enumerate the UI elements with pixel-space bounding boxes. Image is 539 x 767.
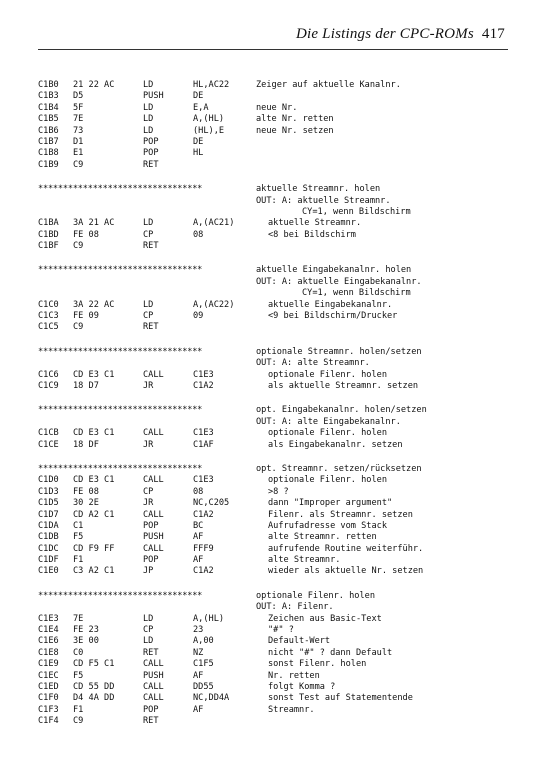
code-line (38, 510, 508, 521)
opcode-bytes: C0 (73, 647, 84, 658)
address: C1CE (38, 439, 59, 450)
address: C1E3 (38, 613, 59, 624)
address: C1BA (38, 218, 59, 229)
comment: Nr. retten (268, 670, 320, 681)
section-header-line (38, 347, 508, 358)
operand: C1E3 (193, 475, 214, 486)
comment: folgt Komma ? (268, 681, 336, 692)
comment: aufrufende Routine weiterführ. (268, 543, 424, 554)
opcode-bytes: 18 DF (73, 439, 99, 450)
comment: sonst Test auf Statementende (268, 693, 413, 704)
opcode-bytes: 7E (73, 613, 84, 624)
opcode-bytes: FE 08 (73, 229, 99, 240)
operand: A,(HL) (193, 114, 225, 125)
mnemonic: CALL (143, 509, 164, 520)
section-header-line (38, 405, 508, 416)
code-line (38, 659, 508, 670)
opcode-bytes: F1 (73, 704, 84, 715)
mnemonic: CALL (143, 543, 164, 554)
mnemonic: POP (143, 520, 159, 531)
mnemonic: LD (143, 299, 154, 310)
address: C1B6 (38, 125, 59, 136)
mnemonic: LD (143, 102, 154, 113)
code-line (38, 648, 508, 659)
code-line (38, 498, 508, 509)
opcode-bytes: C9 (73, 159, 84, 170)
section-note: OUT: A: alte Eingabekanalnr. (256, 416, 401, 427)
section-title: opt. Streamnr. setzen/rücksetzen (256, 463, 422, 474)
code-line (38, 716, 508, 727)
opcode-bytes: 30 2E (73, 498, 99, 509)
code-line (38, 428, 508, 439)
mnemonic: JR (143, 380, 154, 391)
opcode-bytes: 73 (73, 125, 84, 136)
opcode-bytes: CD E3 C1 (73, 428, 115, 439)
comment: dann "Improper argument" (268, 498, 393, 509)
opcode-bytes: CD E3 C1 (73, 369, 115, 380)
mnemonic: CP (143, 311, 154, 322)
code-line (38, 381, 508, 392)
opcode-bytes: CD E3 C1 (73, 475, 115, 486)
code-line (38, 160, 508, 171)
mnemonic: POP (143, 704, 159, 715)
opcode-bytes: 7E (73, 114, 84, 125)
operand: C1E3 (193, 369, 214, 380)
address: C1C6 (38, 369, 59, 380)
section-note: CY=1, wenn Bildschirm (302, 206, 411, 217)
operand: AF (193, 704, 204, 715)
mnemonic: LD (143, 80, 154, 90)
comment: Zeiger auf aktuelle Kanalnr. (256, 80, 401, 90)
operand: A,00 (193, 636, 214, 647)
mnemonic: LD (143, 218, 154, 229)
opcode-bytes: 3A 22 AC (73, 299, 115, 310)
code-line (38, 370, 508, 381)
opcode-bytes: C9 (73, 241, 84, 252)
comment: alte Streamnr. (268, 555, 341, 566)
address: C1C3 (38, 311, 59, 322)
address: C1F4 (38, 716, 59, 727)
comment: Zeichen aus Basic-Text (268, 613, 382, 624)
address: C1B9 (38, 159, 59, 170)
opcode-bytes: F5 (73, 532, 84, 543)
operand: AF (193, 670, 204, 681)
section-header-line (38, 265, 508, 276)
mnemonic: CP (143, 229, 154, 240)
mnemonic: LD (143, 613, 154, 624)
comment: <9 bei Bildschirm/Drucker (268, 311, 398, 322)
address: C1B4 (38, 102, 59, 113)
header-rule (38, 49, 508, 50)
address: C1D7 (38, 509, 59, 520)
address: C1B3 (38, 91, 59, 102)
address: C1BF (38, 241, 59, 252)
mnemonic: CALL (143, 693, 164, 704)
comment: wieder als aktuelle Nr. setzen (268, 566, 424, 577)
comment: als Eingabekanalnr. setzen (268, 439, 403, 450)
mnemonic: PUSH (143, 670, 164, 681)
comment: neue Nr. (256, 102, 298, 113)
section-note-line (38, 196, 508, 207)
address: C1E0 (38, 566, 59, 577)
mnemonic: RET (143, 716, 159, 727)
code-line (38, 636, 508, 647)
mnemonic: CP (143, 625, 154, 636)
opcode-bytes: FE 09 (73, 311, 99, 322)
opcode-bytes: CD F9 FF (73, 543, 115, 554)
section-note-line (38, 417, 508, 428)
opcode-bytes: 3E 00 (73, 636, 99, 647)
opcode-bytes: CD 55 DD (73, 681, 115, 692)
section-note-line (38, 288, 508, 299)
mnemonic: CALL (143, 681, 164, 692)
address: C1D0 (38, 475, 59, 486)
operand: BC (193, 520, 204, 531)
code-line (38, 671, 508, 682)
section-note: OUT: A: Filenr. (256, 602, 334, 613)
comment: neue Nr. setzen (256, 125, 334, 136)
code-line (38, 80, 508, 91)
separator-stars: ********************************* (38, 346, 203, 357)
code-line (38, 532, 508, 543)
operand: 08 (193, 486, 204, 497)
operand: 09 (193, 311, 204, 322)
operand: 23 (193, 625, 204, 636)
operand: AF (193, 555, 204, 566)
code-line (38, 103, 508, 114)
comment: "#" ? (268, 625, 294, 636)
section-title: opt. Eingabekanalnr. holen/setzen (256, 405, 427, 416)
comment: Filenr. als Streamnr. setzen (268, 509, 413, 520)
operand: NC,C205 (193, 498, 230, 509)
address: C1B7 (38, 136, 59, 147)
separator-stars: ********************************* (38, 590, 203, 601)
comment: sonst Filenr. holen (268, 659, 367, 670)
comment: optionale Filenr. holen (268, 428, 387, 439)
comment: optionale Filenr. holen (268, 369, 387, 380)
code-line (38, 148, 508, 159)
opcode-bytes: C9 (73, 322, 84, 333)
address: C1CB (38, 428, 59, 439)
address: C1F3 (38, 704, 59, 715)
operand: (HL),E (193, 125, 225, 136)
opcode-bytes: FE 08 (73, 486, 99, 497)
section-note: CY=1, wenn Bildschirm (302, 288, 411, 299)
code-line (38, 440, 508, 451)
address: C1D3 (38, 486, 59, 497)
blank-line (38, 252, 508, 265)
code-line (38, 614, 508, 625)
operand: NC,DD4A (193, 693, 230, 704)
address: C1E9 (38, 659, 59, 670)
operand: A,(AC21) (193, 218, 235, 229)
opcode-bytes: F1 (73, 555, 84, 566)
address: C1B0 (38, 80, 59, 90)
code-line (38, 566, 508, 577)
mnemonic: RET (143, 159, 159, 170)
opcode-bytes: D5 (73, 91, 84, 102)
operand: FFF9 (193, 543, 214, 554)
comment: alte Nr. retten (256, 114, 334, 125)
comment: Streamnr. (268, 704, 315, 715)
address: C1F0 (38, 693, 59, 704)
mnemonic: POP (143, 555, 159, 566)
mnemonic: JP (143, 566, 154, 577)
section-note: OUT: A: aktuelle Streamnr. (256, 195, 391, 206)
opcode-bytes: C9 (73, 716, 84, 727)
code-line (38, 126, 508, 137)
section-note-line (38, 277, 508, 288)
assembly-listing (38, 80, 508, 728)
mnemonic: JR (143, 439, 154, 450)
address: C1C9 (38, 380, 59, 391)
mnemonic: CALL (143, 659, 164, 670)
address: C1B5 (38, 114, 59, 125)
comment: >8 ? (268, 486, 289, 497)
section-title: aktuelle Eingabekanalnr. holen (256, 265, 412, 276)
comment: optionale Filenr. holen (268, 475, 387, 486)
operand: DE (193, 136, 204, 147)
operand: HL (193, 148, 204, 159)
mnemonic: CALL (143, 369, 164, 380)
opcode-bytes: 21 22 AC (73, 80, 115, 90)
opcode-bytes: 3A 21 AC (73, 218, 115, 229)
blank-line (38, 334, 508, 347)
section-title: optionale Filenr. holen (256, 590, 375, 601)
mnemonic: LD (143, 636, 154, 647)
operand: C1A2 (193, 380, 214, 391)
blank-line (38, 392, 508, 405)
code-line (38, 311, 508, 322)
blank-line (38, 451, 508, 464)
comment: Default-Wert (268, 636, 331, 647)
code-line (38, 544, 508, 555)
header-title: Die Listings der CPC-ROMs (295, 26, 474, 42)
opcode-bytes: C1 (73, 520, 84, 531)
mnemonic: JR (143, 498, 154, 509)
running-header (0, 26, 505, 43)
operand: DD55 (193, 681, 214, 692)
address: C1E4 (38, 625, 59, 636)
operand: E,A (193, 102, 209, 113)
section-note-line (38, 602, 508, 613)
operand: NZ (193, 647, 204, 658)
address: C1DA (38, 520, 59, 531)
operand: C1F5 (193, 659, 214, 670)
opcode-bytes: E1 (73, 148, 84, 159)
mnemonic: LD (143, 125, 154, 136)
comment: nicht "#" ? dann Default (268, 647, 393, 658)
section-title: optionale Streamnr. holen/setzen (256, 346, 422, 357)
opcode-bytes: D1 (73, 136, 84, 147)
code-line (38, 218, 508, 229)
code-line (38, 300, 508, 311)
separator-stars: ********************************* (38, 463, 203, 474)
code-line (38, 555, 508, 566)
address: C1C0 (38, 299, 59, 310)
comment: aktuelle Eingabekanalnr. (268, 299, 393, 310)
address: C1C5 (38, 322, 59, 333)
section-note: OUT: A: alte Streamnr. (256, 358, 370, 369)
code-line (38, 114, 508, 125)
code-line (38, 693, 508, 704)
address: C1BD (38, 229, 59, 240)
separator-stars: ********************************* (38, 265, 203, 276)
opcode-bytes: C3 A2 C1 (73, 566, 115, 577)
operand: DE (193, 91, 204, 102)
address: C1DF (38, 555, 59, 566)
comment: <8 bei Bildschirm (268, 229, 356, 240)
comment: aktuelle Streamnr. (268, 218, 362, 229)
address: C1ED (38, 681, 59, 692)
mnemonic: CALL (143, 428, 164, 439)
opcode-bytes: 18 D7 (73, 380, 99, 391)
opcode-bytes: CD A2 C1 (73, 509, 115, 520)
blank-line (38, 578, 508, 591)
code-line (38, 625, 508, 636)
address: C1DC (38, 543, 59, 554)
operand: A,(AC22) (193, 299, 235, 310)
address: C1B8 (38, 148, 59, 159)
code-line (38, 475, 508, 486)
operand: AF (193, 532, 204, 543)
comment: Aufrufadresse vom Stack (268, 520, 387, 531)
mnemonic: RET (143, 241, 159, 252)
code-line (38, 521, 508, 532)
mnemonic: PUSH (143, 91, 164, 102)
code-line (38, 487, 508, 498)
address: C1D5 (38, 498, 59, 509)
opcode-bytes: 5F (73, 102, 84, 113)
opcode-bytes: CD F5 C1 (73, 659, 115, 670)
blank-line (38, 171, 508, 184)
address: C1E6 (38, 636, 59, 647)
mnemonic: CP (143, 486, 154, 497)
section-header-line (38, 184, 508, 195)
section-header-line (38, 464, 508, 475)
opcode-bytes: F5 (73, 670, 84, 681)
operand: HL,AC22 (193, 80, 230, 90)
operand: C1A2 (193, 509, 214, 520)
opcode-bytes: D4 4A DD (73, 693, 115, 704)
code-line (38, 241, 508, 252)
code-line (38, 705, 508, 716)
section-note: OUT: A: aktuelle Eingabekanalnr. (256, 276, 422, 287)
mnemonic: CALL (143, 475, 164, 486)
operand: C1E3 (193, 428, 214, 439)
code-line (38, 91, 508, 102)
mnemonic: LD (143, 114, 154, 125)
address: C1DB (38, 532, 59, 543)
section-note-line (38, 207, 508, 218)
mnemonic: POP (143, 148, 159, 159)
mnemonic: PUSH (143, 532, 164, 543)
mnemonic: RET (143, 647, 159, 658)
section-note-line (38, 358, 508, 369)
section-header-line (38, 591, 508, 602)
operand: 08 (193, 229, 204, 240)
code-line (38, 230, 508, 241)
address: C1EC (38, 670, 59, 681)
operand: C1A2 (193, 566, 214, 577)
code-line (38, 137, 508, 148)
separator-stars: ********************************* (38, 405, 203, 416)
address: C1E8 (38, 647, 59, 658)
opcode-bytes: FE 23 (73, 625, 99, 636)
operand: C1AF (193, 439, 214, 450)
operand: A,(HL) (193, 613, 225, 624)
separator-stars: ********************************* (38, 184, 203, 195)
comment: als aktuelle Streamnr. setzen (268, 380, 419, 391)
comment: alte Streamnr. retten (268, 532, 377, 543)
mnemonic: RET (143, 322, 159, 333)
mnemonic: POP (143, 136, 159, 147)
section-title: aktuelle Streamnr. holen (256, 184, 381, 195)
code-line (38, 322, 508, 333)
code-line (38, 682, 508, 693)
page-number: 417 (481, 26, 505, 42)
